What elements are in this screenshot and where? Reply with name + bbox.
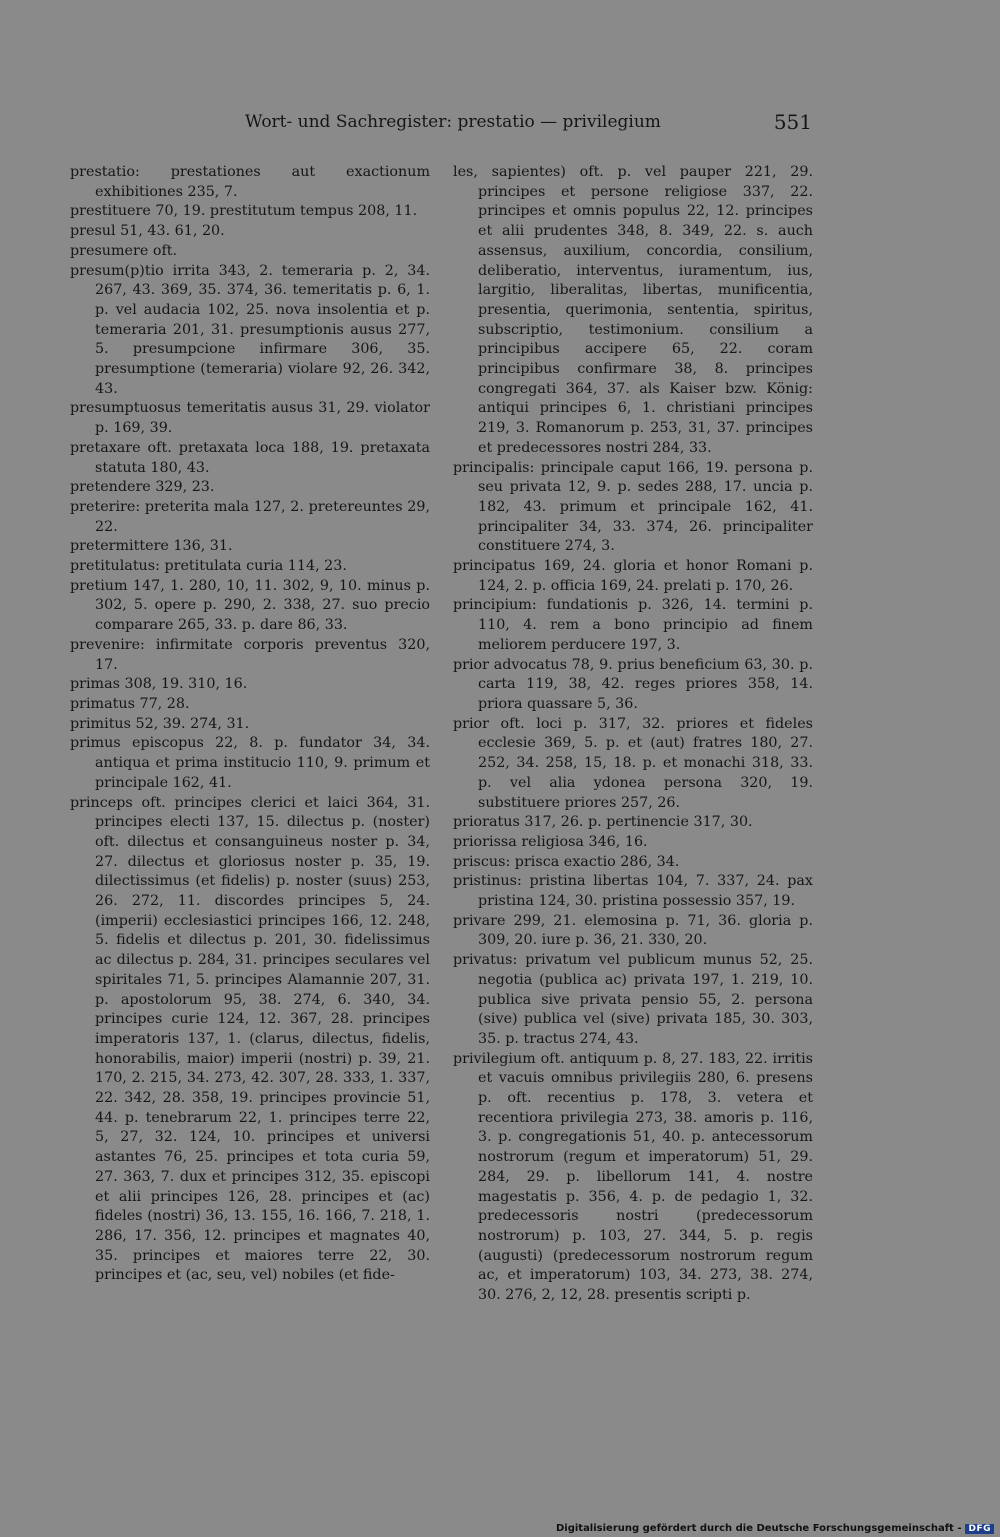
right-column <box>453 163 813 1306</box>
index-entry-priorissa: priorissa religiosa 346, 16. <box>453 833 648 850</box>
index-entry-princeps-continued: les, sapientes) oft. p. vel pauper 221, 29. principes et persone religiose 337, 22. principes et omnis populus 22, 12. principes et alii prudentes 348, 8. 349, 22. s. auch assensus, auxilium, concordia, consilium, deliberatio, interventus, iuramentum, ius, largitio, liberalitas, libertas, munificentia, presentia, querimonia, sententia, spiritus, subscriptio, testimonium. consilium a principibus accipere 65, 22. coram principibus confirmare 38, 8. principes congregati 364, 37. als Kaiser bzw. König: antiqui principes 6, 1. christiani principes 219, 3. Romanorum p. 253, 31, 37. principes et predecessores nostri 284, 33. <box>453 164 813 456</box>
index-entry-presumere: presumere oft. <box>70 242 178 259</box>
index-entry-pretitulatus: pretitulatus: pretitulata curia 114, 23. <box>70 558 347 575</box>
index-entry-primus: primus episcopus 22, 8. p. fundator 34, 34. antiqua et prima institucio 110, 9. primum et principale 162, 41. <box>70 735 430 791</box>
index-entry-primatus: primatus 77, 28. <box>70 695 190 712</box>
index-entry-principalis: principalis: principale caput 166, 19. persona p. seu privata 12, 9. p. sedes 288, 17. uncia p. 182, 43. primum et principale 162, 41. principaliter 34, 33. 374, 26. principaliter constituere 274, 3. <box>453 459 813 555</box>
index-entry-prior: prior oft. loci p. 317, 32. priores et fideles ecclesie 369, 5. p. et (aut) fratres 180, 27. 252, 34. 258, 15, 18. p. et monachi 318, 33. p. vel alia ydonea persona 320, 19. substituere priores 257, 26. <box>453 715 813 811</box>
index-entry-prestatio: prestatio: prestationes aut exactionum exhibitiones 235, 7. <box>70 164 430 200</box>
page-number: 551 <box>773 110 812 134</box>
index-entry-prioratus: prioratus 317, 26. p. pertinencie 317, 30. <box>453 814 753 831</box>
index-entry-priscus: priscus: prisca exactio 286, 34. <box>453 853 680 870</box>
index-entry-presul: presul 51, 43. 61, 20. <box>70 223 225 240</box>
index-entry-preterire: preterire: preterita mala 127, 2. pretereuntes 29, 22. <box>70 498 430 535</box>
left-column <box>70 163 430 1286</box>
index-entry-pretermittere: pretermittere 136, 31. <box>70 538 233 555</box>
index-entry-primitus: primitus 52, 39. 274, 31. <box>70 715 250 732</box>
index-entry-presumptuosus: presumptuosus temeritatis ausus 31, 29. violator p. 169, 39. <box>70 400 430 437</box>
index-entry-primas: primas 308, 19. 310, 16. <box>70 676 248 693</box>
index-entry-privare: privare 299, 21. elemosina p. 71, 36. gloria p. 309, 20. iure p. 36, 21. 330, 20. <box>453 912 813 949</box>
footer-credit <box>556 1523 994 1534</box>
index-entry-privatus: privatus: privatum vel publicum munus 52, 25. negotia (publica ac) privata 197, 1. 219, 10. publica sive privata pensio 55, 2. persona (sive) publica vel (sive) privata 185, 30. 303, 35. p. tractus 274, 43. <box>453 952 813 1047</box>
index-entry-prestituere: prestituere 70, 19. prestitutum tempus 208, 11. <box>70 203 418 220</box>
index-entry-prevenire: prevenire: infirmitate corporis preventus 320, 17. <box>70 636 430 673</box>
running-title: Wort- und Sachregister: prestatio — privilegium <box>245 112 661 132</box>
index-entry-privilegium: privilegium oft. antiquum p. 8, 27. 183, 22. irritis et vacuis omnibus privilegiis 280, 6. presens p. oft. recentius p. 178, 3. vetera et recentiora privilegia 273, 38. amoris p. 116, 3. p. congregationis 51, 40. p. antecessorum nostrorum (regum et imperatorum) 51, 29. 284, 29. p. libellorum 141, 4. nostre magestatis p. 356, 4. p. de pedagio 1, 32. predecessoris nostri (predecessorum nostrorum) p. 103, 27. 344, 5. p. regis (augusti) (predecessorum nostrorum regum ac, et imperatorum) 103, 34. 273, 38. 274, 30. 276, 2, 12, 28. presentis scripti p. <box>453 1050 813 1304</box>
index-entry-principium: principium: fundationis p. 326, 14. termini p. 110, 4. rem a bono principio ad finem meliorem perducere 197, 3. <box>453 597 813 653</box>
footer-credit-text: Digitalisierung gefördert durch die Deutsche Forschungsgemeinschaft - <box>555 1523 962 1534</box>
index-entry-presumptio: presum(p)tio irrita 343, 2. temeraria p. 2, 34. 267, 43. 369, 35. 374, 36. temeritatis p. 6, 1. p. vel audacia 102, 25. nova insolentia et p. temeraria 201, 31. presumptionis ausus 277, 5. presumpcione infirmare 306, 35. presumptione (temeraria) violare 92, 26. 342, 43. <box>70 262 430 397</box>
index-entry-pretaxare: pretaxare oft. pretaxata loca 188, 19. pretaxata statuta 180, 43. <box>70 439 430 476</box>
index-entry-princeps: princeps oft. principes clerici et laici 364, 31. principes electi 137, 15. dilectus p. (noster) oft. dilectus et consanguineus noster p. 34, 27. dilectus et gloriosus noster p. 35, 19. dilectissimus (et fidelis) p. noster (suus) 253, 26. 272, 11. discordes principes 5, 24. (imperii) ecclesiastici principes 166, 12. 248, 5. fidelis et dilectus p. 201, 30. fidelissimus ac dilectus p. 284, 31. principes seculares vel spiritales 71, 5. principes Alamannie 207, 31. p. apostolorum 95, 38. 274, 6. 340, 34. principes curie 124, 12. 367, 28. principes imperatoris 137, 1. (clarus, dilectus, fidelis, honorabilis, maior) imperii (nostri) p. 39, 21. 170, 2. 215, 34. 273, 42. 307, 28. 333, 1. 337, 22. 342, 28. 358, 19. principes provincie 51, 44. p. tenebrarum 22, 1. principes terre 22, 5, 27, 32. 124, 10. principes et universi astantes 76, 25. principes et tota curia 59, 27. 363, 7. dux et principes 312, 35. episcopi et alii principes 126, 28. principes et (ac) fideles (nostri) 36, 13. 155, 16. 166, 7. 218, 1. 286, 17. 356, 12. principes et magnates 40, 35. principes et maiores terre 22, 30. principes et (ac, seu, vel) nobiles (et fide- <box>70 794 430 1284</box>
index-entry-pretium: pretium 147, 1. 280, 10, 11. 302, 9, 10. minus p. 302, 5. opere p. 290, 2. 338, 27. suo precio comparare 265, 33. p. dare 86, 33. <box>70 577 430 634</box>
index-entry-pristinus: pristinus: pristina libertas 104, 7. 337, 24. pax pristina 124, 30. pristina possessio 357, 19. <box>453 873 813 910</box>
index-entry-principatus: principatus 169, 24. gloria et honor Romani p. 124, 2. p. officia 169, 24. prelati p. 170, 26. <box>453 558 813 594</box>
dfg-logo: DFG <box>965 1524 994 1534</box>
index-entry-prior-advocatus: prior advocatus 78, 9. prius beneficium 63, 30. p. carta 119, 38, 42. reges priores 358, 14. priora quassare 5, 36. <box>453 656 813 712</box>
index-entry-pretendere: pretendere 329, 23. <box>70 479 215 496</box>
page-header <box>70 112 812 138</box>
